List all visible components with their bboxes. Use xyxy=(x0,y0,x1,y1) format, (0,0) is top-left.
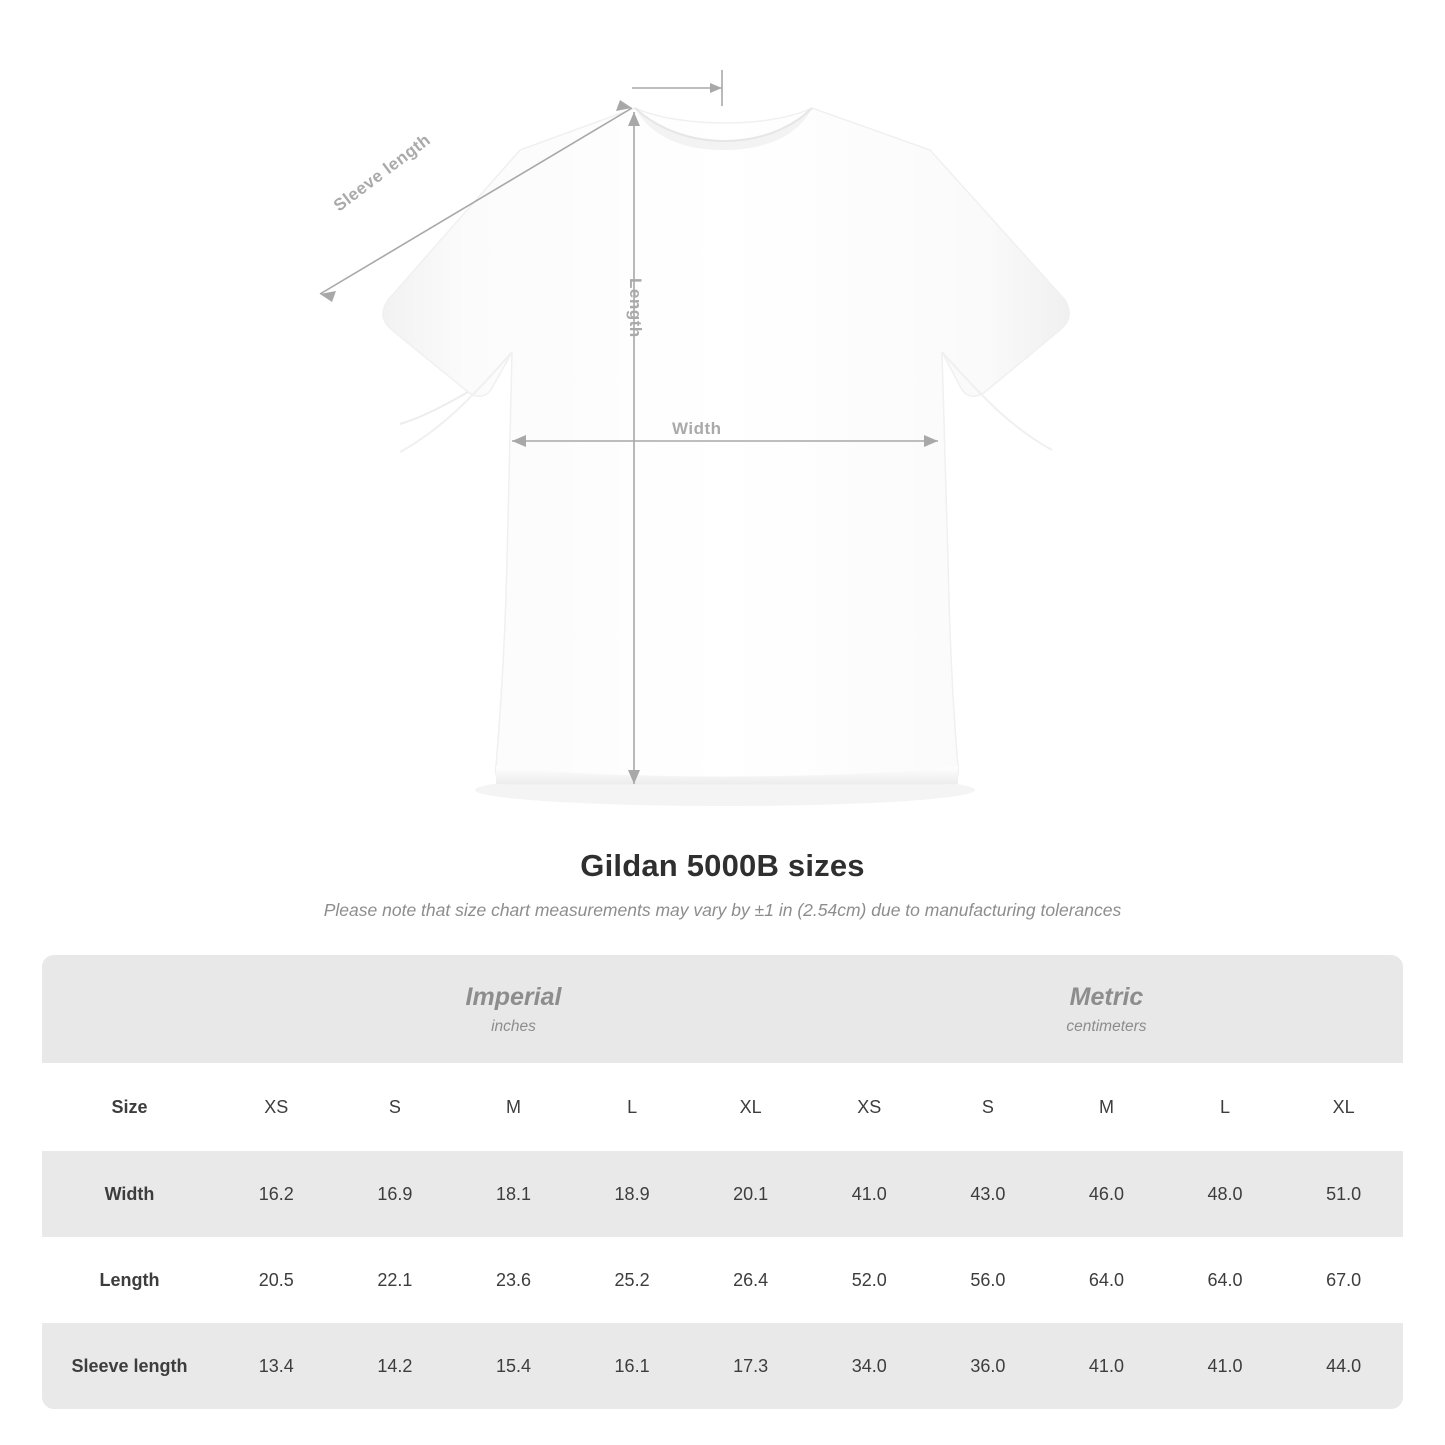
size-header-row xyxy=(42,1063,1403,1151)
table-cell: 18.9 xyxy=(573,1151,692,1237)
page-title: Gildan 5000B sizes xyxy=(580,848,865,883)
table-cell: 13.4 xyxy=(217,1323,336,1409)
sleeve-length-label: Sleeve length xyxy=(330,130,435,216)
size-header-label: Size xyxy=(42,1063,217,1151)
table-cell: 64.0 xyxy=(1047,1237,1166,1323)
table-cell: 14.2 xyxy=(336,1323,455,1409)
table-cell: 56.0 xyxy=(929,1237,1048,1323)
size-header-cell: L xyxy=(573,1063,692,1151)
unit-header-row xyxy=(42,955,1403,1063)
unit-group-imperial xyxy=(217,955,810,1063)
shirt-body xyxy=(383,108,1069,784)
row-label: Sleeve length xyxy=(42,1323,217,1409)
table-cell: 16.2 xyxy=(217,1151,336,1237)
table-cell: 23.6 xyxy=(454,1237,573,1323)
width-label: Width xyxy=(672,419,722,438)
table-cell: 64.0 xyxy=(1166,1237,1285,1323)
table-cell: 43.0 xyxy=(929,1151,1048,1237)
unit-group-metric-unit: centimeters xyxy=(1066,1017,1147,1035)
table-cell: 16.9 xyxy=(336,1151,455,1237)
table-cell: 36.0 xyxy=(929,1323,1048,1409)
row-label: Length xyxy=(42,1237,217,1323)
size-header-cell: M xyxy=(1047,1063,1166,1151)
table-cell: 34.0 xyxy=(810,1323,929,1409)
table-row xyxy=(42,1237,1403,1323)
table-cell: 48.0 xyxy=(1166,1151,1285,1237)
table-cell: 18.1 xyxy=(454,1151,573,1237)
tolerance-note: Please note that size chart measurements may vary by ±1 in (2.54cm) due to manufacturing tolerances xyxy=(323,900,1122,920)
unit-group-imperial-unit: inches xyxy=(491,1017,536,1035)
unit-header-spacer xyxy=(42,955,217,1063)
size-header-cell: S xyxy=(336,1063,455,1151)
table-cell: 41.0 xyxy=(1166,1323,1285,1409)
size-header-cell: XS xyxy=(810,1063,929,1151)
table-cell: 16.1 xyxy=(573,1323,692,1409)
table-cell: 67.0 xyxy=(1284,1237,1403,1323)
table-cell: 20.5 xyxy=(217,1237,336,1323)
unit-group-imperial-name: Imperial xyxy=(465,983,562,1012)
table-cell: 44.0 xyxy=(1284,1323,1403,1409)
size-header-cell: XS xyxy=(217,1063,336,1151)
row-label: Width xyxy=(42,1151,217,1237)
table-cell: 26.4 xyxy=(691,1237,810,1323)
length-label: Length xyxy=(626,278,645,338)
size-header-cell: XL xyxy=(691,1063,810,1151)
unit-group-metric xyxy=(810,955,1403,1063)
size-header-cell: L xyxy=(1166,1063,1285,1151)
table-cell: 51.0 xyxy=(1284,1151,1403,1237)
table-cell: 25.2 xyxy=(573,1237,692,1323)
size-chart-container xyxy=(42,955,1403,1409)
table-cell: 17.3 xyxy=(691,1323,810,1409)
size-chart-table xyxy=(42,955,1403,1409)
table-cell: 15.4 xyxy=(454,1323,573,1409)
size-header-cell: XL xyxy=(1284,1063,1403,1151)
table-row xyxy=(42,1151,1403,1237)
size-header-cell: M xyxy=(454,1063,573,1151)
table-cell: 20.1 xyxy=(691,1151,810,1237)
table-cell: 52.0 xyxy=(810,1237,929,1323)
table-cell: 22.1 xyxy=(336,1237,455,1323)
size-header-cell: S xyxy=(929,1063,1048,1151)
table-cell: 41.0 xyxy=(810,1151,929,1237)
table-row xyxy=(42,1323,1403,1409)
table-cell: 46.0 xyxy=(1047,1151,1166,1237)
table-cell: 41.0 xyxy=(1047,1323,1166,1409)
unit-group-metric-name: Metric xyxy=(1069,983,1144,1012)
